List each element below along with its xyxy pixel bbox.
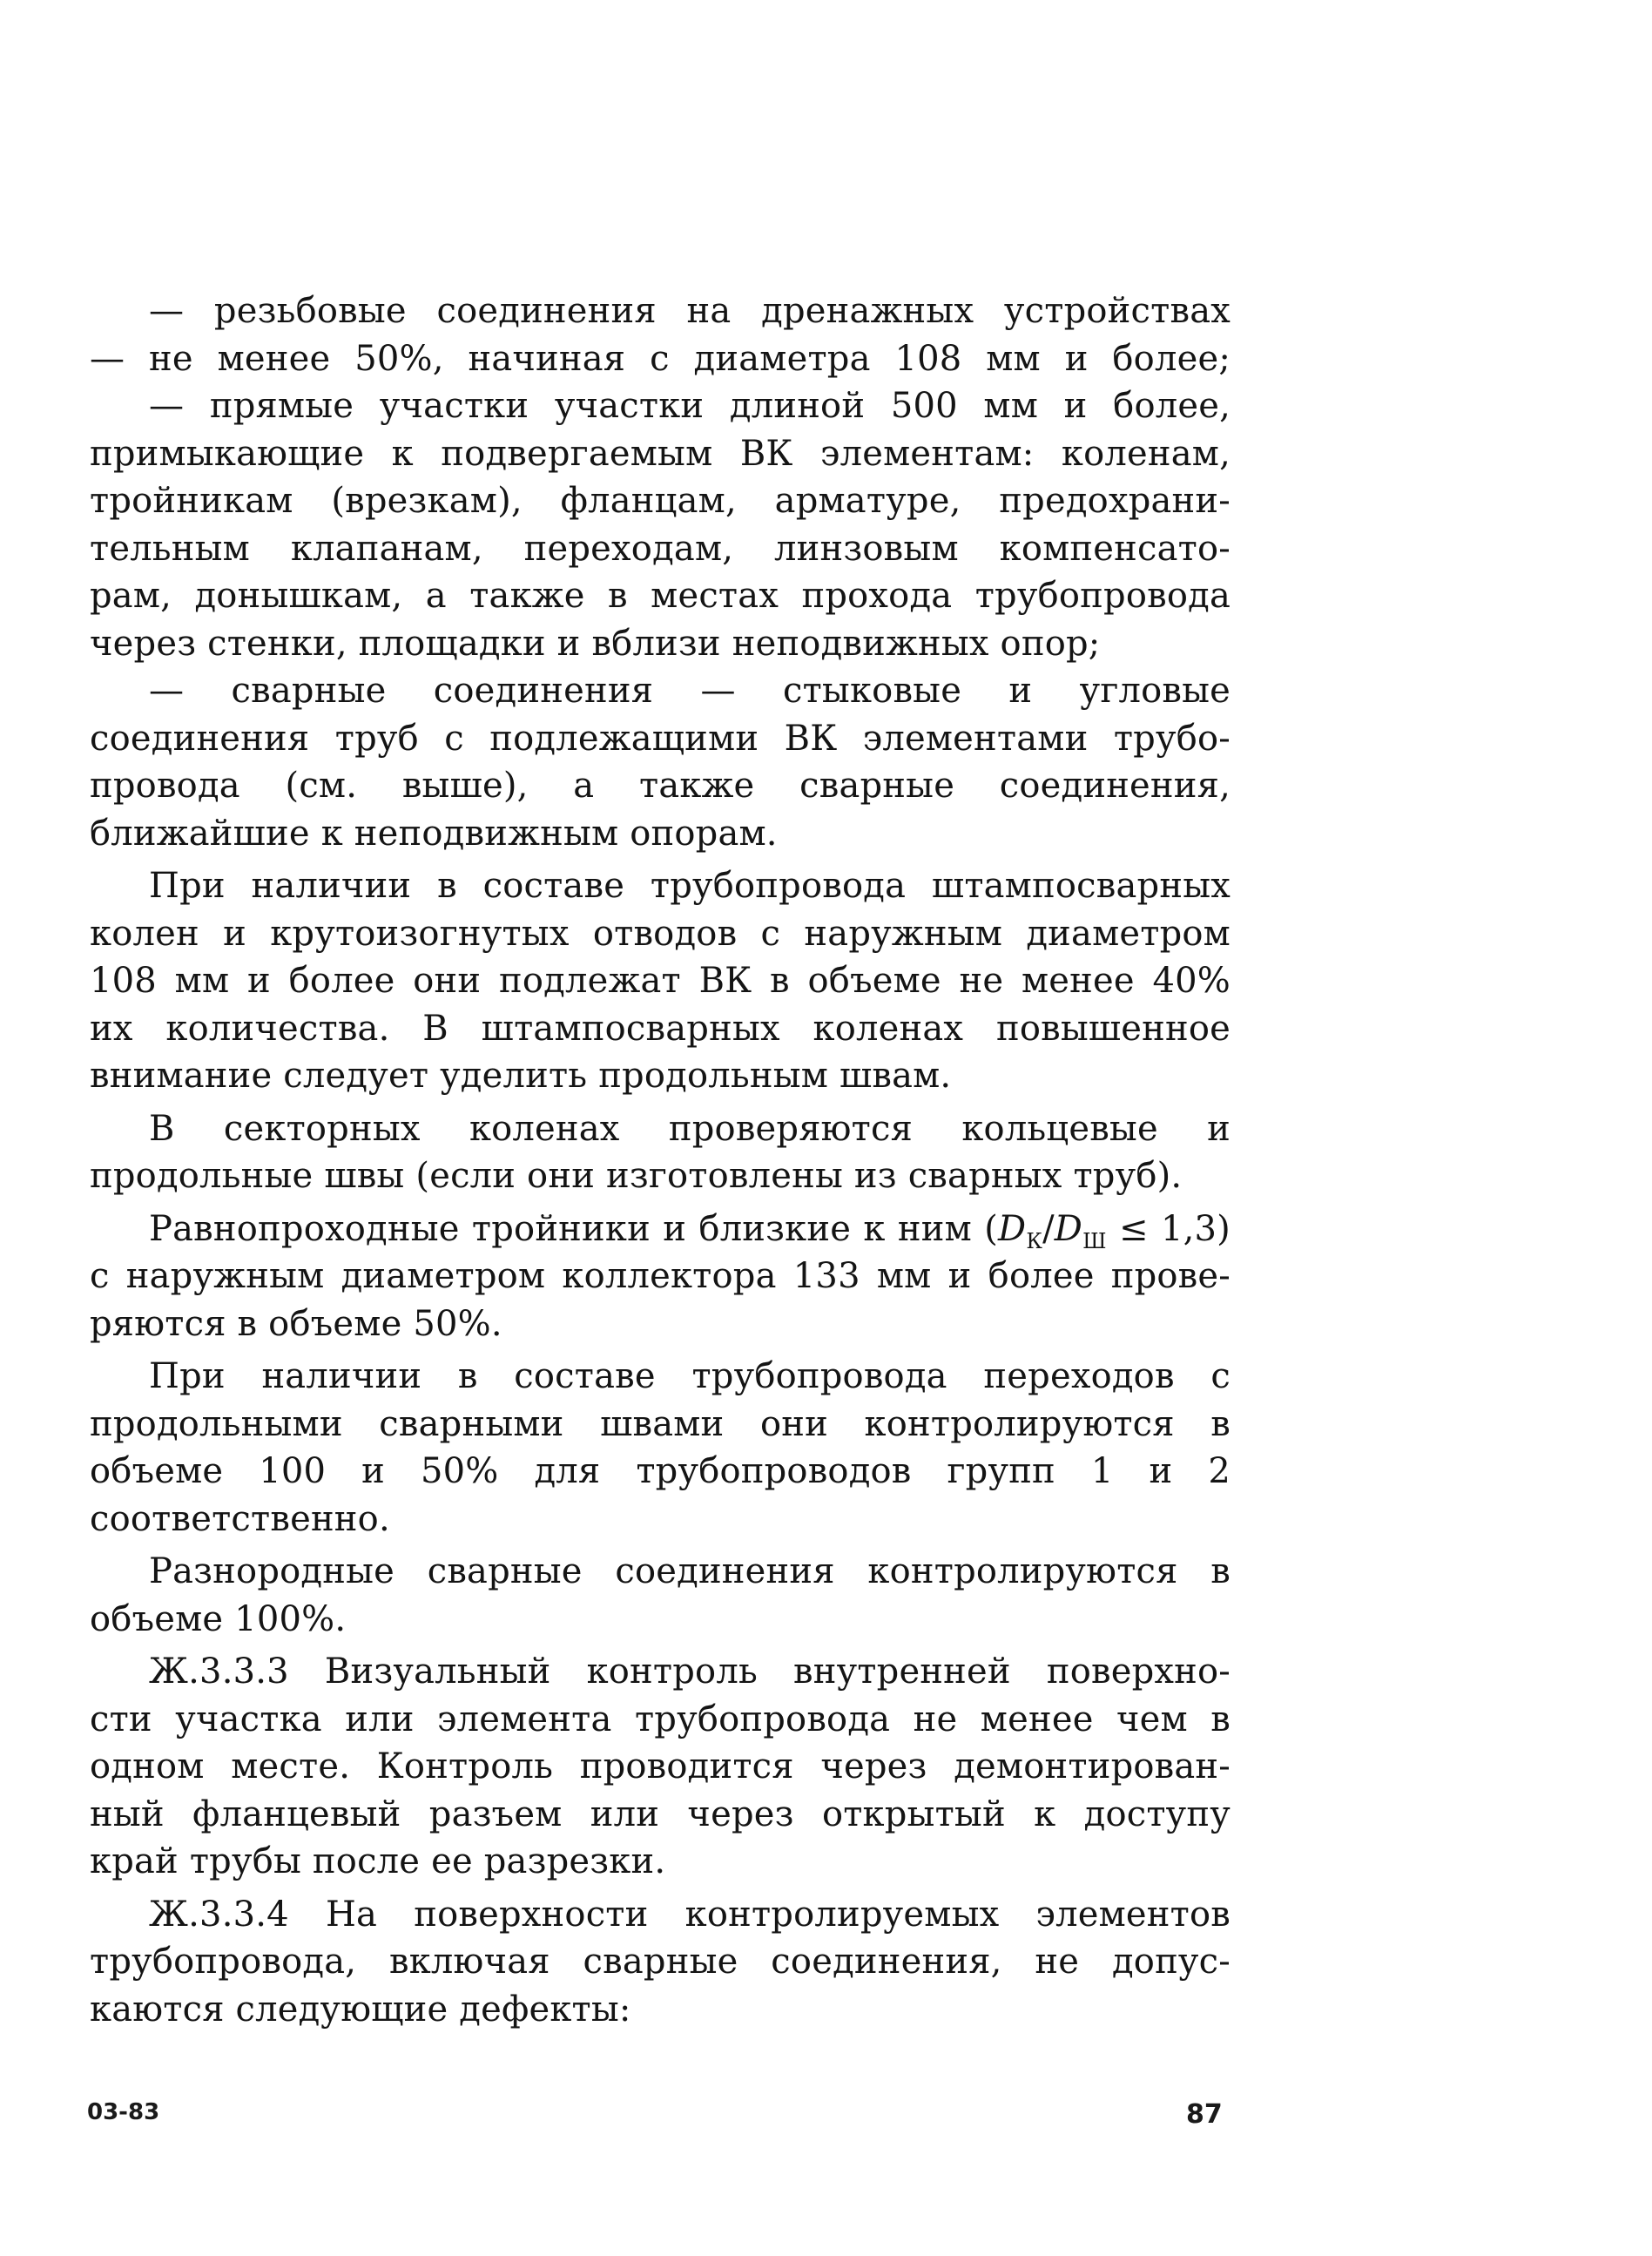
text-line: При наличии в составе трубопровода переходов с bbox=[149, 1356, 1231, 1396]
paragraph-dissimilar-welds bbox=[90, 1548, 1231, 1643]
text-line: внимание следует уделить продольным швам. bbox=[90, 1056, 952, 1096]
paragraph-inspection-items bbox=[90, 287, 1231, 857]
paragraph-defects bbox=[90, 1891, 1231, 2034]
text-line: их количества. В штампосварных коленах повышенное bbox=[90, 1008, 1231, 1049]
text-line: провода (см. выше), а также сварные соединения, bbox=[90, 766, 1231, 806]
body-text bbox=[90, 287, 1231, 2033]
text-line: соединения труб с подлежащими ВК элементами трубо- bbox=[90, 718, 1231, 759]
text-line: Ж.3.3.4 На поверхности контролируемых элементов bbox=[149, 1894, 1231, 1935]
text-line: соответственно. bbox=[90, 1498, 390, 1539]
text-line: каются следующие дефекты: bbox=[90, 1989, 631, 2030]
formula-var-d: D bbox=[998, 1208, 1027, 1249]
formula-suffix: ≤ 1,3) bbox=[1106, 1208, 1231, 1249]
text-line: — не менее 50%, начиная с диаметра 108 мм и более; bbox=[90, 338, 1231, 379]
text-line: одном месте. Контроль проводится через демонтирован- bbox=[90, 1746, 1231, 1787]
text-line: — резьбовые соединения на дренажных устройствах bbox=[149, 291, 1231, 331]
text-line: трубопровода, включая сварные соединения, не допус- bbox=[90, 1942, 1231, 1982]
paragraph-visual-inspection bbox=[90, 1648, 1231, 1886]
text-line: продольными сварными швами они контролируются в bbox=[90, 1403, 1231, 1444]
text-line: объеме 100%. bbox=[90, 1598, 347, 1639]
text-line: ближайшие к неподвижным опорам. bbox=[90, 813, 778, 854]
text-line: с наружным диаметром коллектора 133 мм и более прове- bbox=[90, 1256, 1231, 1296]
text-line: В секторных коленах проверяются кольцевые и bbox=[149, 1108, 1231, 1149]
text-line: рам, донышкам, а также в местах прохода трубопровода bbox=[90, 576, 1231, 616]
text-line-formula bbox=[90, 1206, 1231, 1253]
formula-prefix: Равнопроходные тройники и близкие к ним ( bbox=[149, 1208, 999, 1249]
formula-slash: / bbox=[1042, 1208, 1055, 1249]
text-line: край трубы после ее разрезки. bbox=[90, 1841, 666, 1881]
paragraph-stamped-bends bbox=[90, 862, 1231, 1100]
text-line: тельным клапанам, переходам, линзовым компенсато- bbox=[90, 528, 1231, 569]
text-line: продольные швы (если они изготовлены из сварных труб). bbox=[90, 1156, 1183, 1196]
text-line: Ж.3.3.3 Визуальный контроль внутренней поверхно- bbox=[149, 1651, 1231, 1692]
text-line: ный фланцевый разъем или через открытый к доступу bbox=[90, 1793, 1231, 1834]
text-line: через стенки, площадки и вблизи неподвижных опор; bbox=[90, 623, 1101, 664]
text-line: При наличии в составе трубопровода штампосварных bbox=[149, 866, 1231, 906]
text-line: сти участка или элемента трубопровода не менее чем в bbox=[90, 1699, 1231, 1739]
paragraph-sector-bends bbox=[90, 1105, 1231, 1200]
formula-var-d: D bbox=[1054, 1208, 1083, 1249]
text-line: колен и крутоизогнутых отводов с наружным диаметром bbox=[90, 913, 1231, 954]
formula-sub-k: К bbox=[1026, 1228, 1043, 1253]
page-number: 87 bbox=[1186, 2099, 1223, 2130]
text-line: тройникам (врезкам), фланцам, арматуре, предохрани- bbox=[90, 481, 1231, 521]
text-line: ряются в объеме 50%. bbox=[90, 1303, 502, 1344]
text-line: объеме 100 и 50% для трубопроводов групп 1 и 2 bbox=[90, 1451, 1231, 1491]
text-line: — сварные соединения — стыковые и угловые bbox=[149, 671, 1231, 711]
text-line: примыкающие к подвергаемым ВК элементам: коленам, bbox=[90, 433, 1231, 474]
text-line: — прямые участки участки длиной 500 мм и более, bbox=[149, 386, 1231, 426]
footer-code: 03-83 bbox=[87, 2099, 160, 2125]
paragraph-tees bbox=[90, 1206, 1231, 1348]
paragraph-reducers bbox=[90, 1353, 1231, 1543]
text-line: 108 мм и более они подлежат ВК в объеме не менее 40% bbox=[90, 961, 1231, 1001]
formula-sub-sh: Ш bbox=[1082, 1228, 1107, 1253]
text-line: Разнородные сварные соединения контролируются в bbox=[149, 1551, 1231, 1591]
